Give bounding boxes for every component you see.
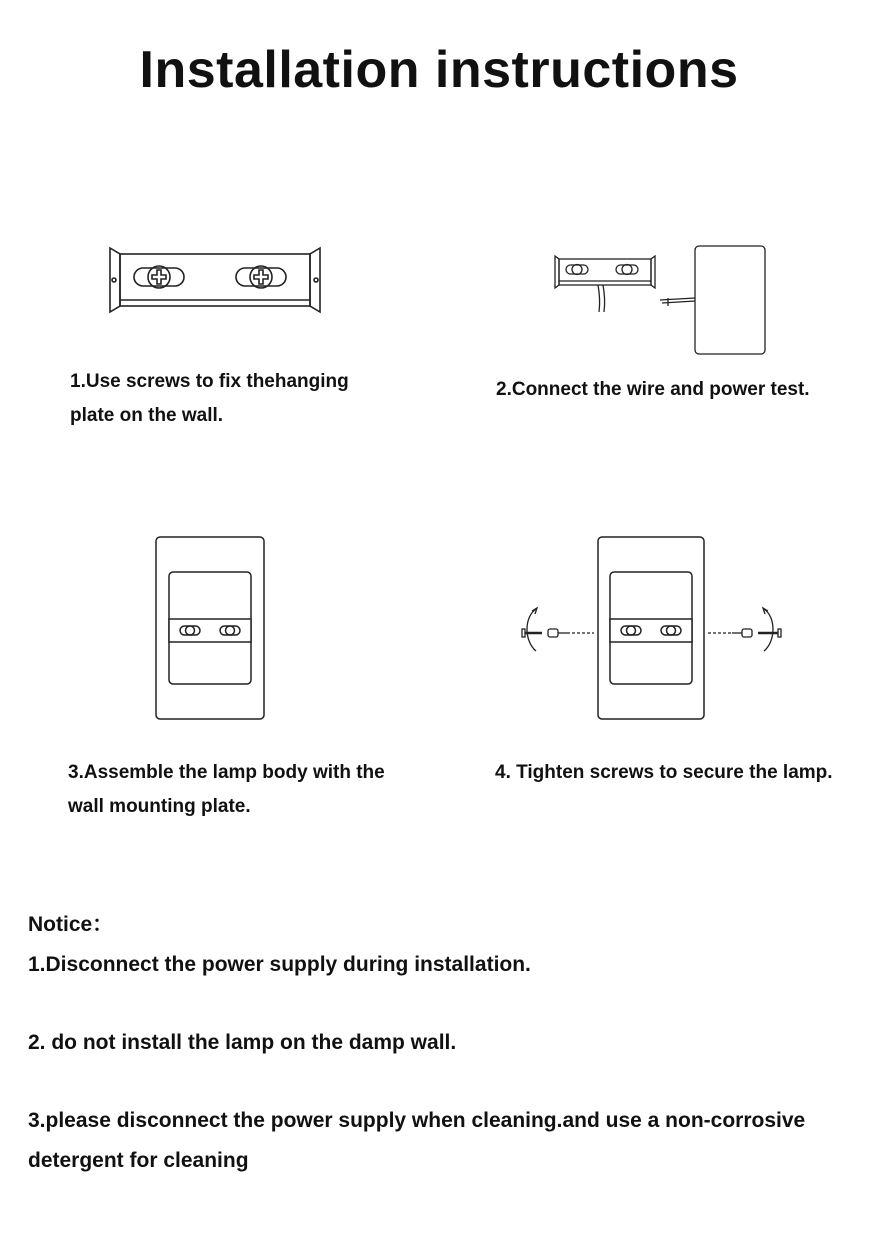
step-1-caption: 1.Use screws to fix thehanging plate on the wall. bbox=[70, 371, 349, 426]
lamp-assembly-icon bbox=[150, 533, 270, 723]
mounting-plate-icon bbox=[100, 240, 330, 320]
step-4-caption: 4. Tighten screws to secure the lamp. bbox=[495, 762, 833, 783]
step-3-caption: 3.Assemble the lamp body with the wall mounting plate. bbox=[68, 762, 385, 817]
notice-item-3: 3.please disconnect the power supply when cleaning.and use a non-corrosive detergent for cleaning bbox=[28, 1109, 806, 1172]
step-2-caption: 2.Connect the wire and power test. bbox=[496, 379, 810, 400]
page-title: Installation instructions bbox=[139, 41, 739, 99]
tighten-screws-icon bbox=[510, 533, 795, 723]
notice-item-2: 2. do not install the lamp on the damp wall. bbox=[28, 1031, 457, 1054]
notice-title: Notice： bbox=[28, 913, 114, 936]
wiring-test-icon bbox=[550, 240, 775, 360]
notice-item-1: 1.Disconnect the power supply during installation. bbox=[28, 953, 531, 976]
